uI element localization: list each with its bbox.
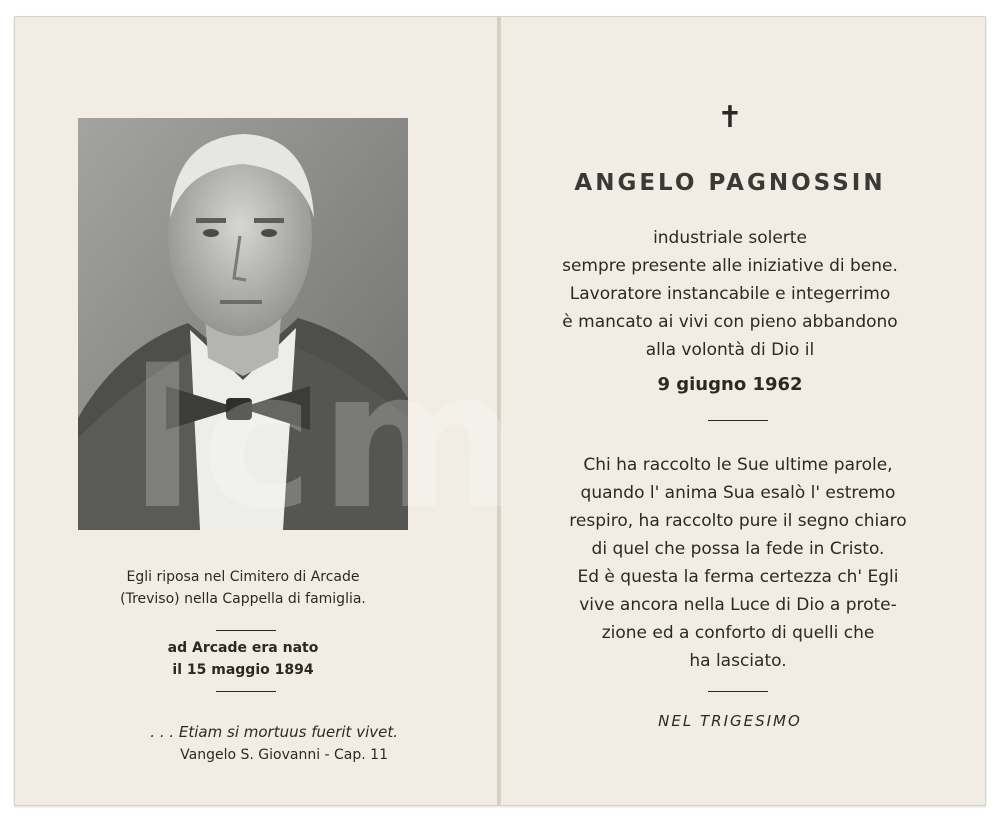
- reflection-line: Chi ha raccolto le Sue ultime parole,: [583, 455, 893, 475]
- death-date: 9 giugno 1962: [657, 374, 803, 395]
- tribute-text: [540, 224, 920, 364]
- tribute-line: alla volontà di Dio il: [645, 340, 815, 360]
- reflection-line: vive ancora nella Luce di Dio a prote-: [579, 595, 897, 615]
- latin-quote: . . . Etiam si mortuus fuerit vivet.: [150, 723, 398, 741]
- divider-right-bottom: [708, 691, 768, 692]
- tribute-line: industriale solerte: [653, 228, 807, 248]
- reflection-line: ha lasciato.: [689, 651, 787, 671]
- reflection-line: zione ed a conforto di quelli che: [601, 623, 875, 643]
- reflection-line: respiro, ha raccolto pure il segno chiaro: [569, 511, 907, 531]
- quote-source: Vangelo S. Giovanni - Cap. 11: [180, 747, 388, 763]
- tribute-line: sempre presente alle iniziative di bene.: [562, 256, 898, 276]
- reflection-text: [548, 451, 928, 675]
- cross-icon: ✝: [717, 100, 743, 135]
- birth-line-2: il 15 maggio 1894: [172, 662, 314, 678]
- deceased-name: ANGELO PAGNOSSIN: [574, 170, 886, 196]
- burial-line-1: Egli riposa nel Cimitero di Arcade: [126, 569, 360, 585]
- tribute-line: Lavoratore instancabile e integerrimo: [569, 284, 891, 304]
- divider-left-bottom: [216, 691, 276, 692]
- tribute-line: è mancato ai vivi con pieno abbandono: [562, 312, 898, 332]
- burial-line-2: (Treviso) nella Cappella di famiglia.: [120, 591, 366, 607]
- divider-left-top: [216, 630, 276, 631]
- divider-right-top: [708, 420, 768, 421]
- reflection-line: Ed è questa la ferma certezza ch' Egli: [577, 567, 899, 587]
- closing-text: NEL TRIGESIMO: [658, 712, 802, 730]
- birth-line-1: ad Arcade era nato: [167, 640, 319, 656]
- watermark: lcm: [130, 330, 524, 551]
- reflection-line: di quel che possa la fede in Cristo.: [591, 539, 885, 559]
- reflection-line: quando l' anima Sua esalò l' estremo: [580, 483, 896, 503]
- portrait-photo: [78, 118, 408, 530]
